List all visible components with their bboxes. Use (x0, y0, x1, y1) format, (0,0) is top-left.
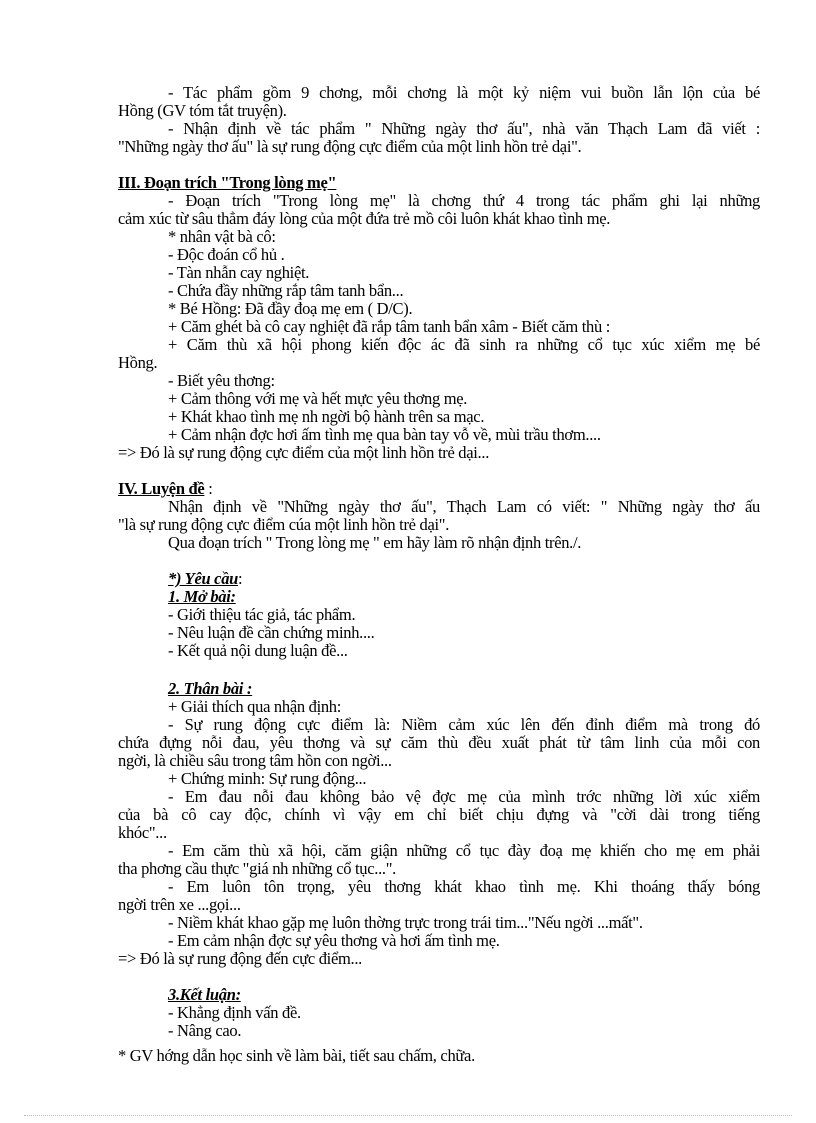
paragraph-line: - Em căm thù xã hội, căm giận những cổ tục đày đoạ mẹ khiến cho mẹ em phải (168, 841, 760, 860)
paragraph-line: - Niềm khát khao gặp mẹ luôn thờng trực trong trái tim..."Nếu ngời ...mất". (168, 913, 643, 932)
paragraph-line: tha phơng cầu thực "giá nh những cổ tục...". (118, 859, 396, 878)
paragraph-line: - Độc đoán cổ hủ . (168, 245, 285, 264)
paragraph-line: * nhân vật bà cô: (168, 227, 276, 246)
page-bottom-border (24, 1115, 792, 1116)
paragraph-line: Hồng (GV tóm tắt truyện). (118, 101, 287, 120)
teacher-note: * GV hớng dẫn học sinh về làm bài, tiết sau chấm, chữa. (118, 1046, 475, 1065)
paragraph-line: ngời, là chiều sâu trong tâm hồn con ngời... (118, 751, 392, 770)
requirements-heading-text: *) Yêu cầu (168, 569, 239, 588)
mo-bai-heading: 1. Mở bài: (168, 587, 236, 606)
paragraph-line: - Biết yêu thơng: (168, 371, 275, 390)
paragraph-line: - Em cảm nhận đợc sự yêu thơng và hơi ấm tình mẹ. (168, 931, 500, 950)
paragraph-line: - Giới thiệu tác giả, tác phẩm. (168, 605, 356, 624)
paragraph-line: - Chứa đầy những rắp tâm tanh bẩn... (168, 281, 404, 300)
document-page (118, 84, 760, 1065)
paragraph-line: "là sự rung động cực điểm cúa một linh hồn trẻ dại". (118, 515, 450, 534)
paragraph-line: + Căm thù xã hội phong kiến độc ác đã sinh ra những cổ tục xúc xiểm mẹ bé (168, 335, 760, 354)
paragraph-line: - Em đau nỗi đau không bảo vệ đợc mẹ của mình trớc những lời xúc xiểm (168, 787, 760, 806)
heading-suffix: : (204, 479, 213, 498)
paragraph-line: => Đó là sự rung động cực điểm của một linh hồn trẻ dại... (118, 443, 490, 462)
paragraph-line: + Cảm thông với mẹ và hết mực yêu thơng mẹ. (168, 389, 468, 408)
paragraph-line: - Kết quả nội dung luận đề... (168, 641, 348, 660)
paragraph-line: + Khát khao tình mẹ nh ngời bộ hành trên sa mạc. (168, 407, 485, 426)
paragraph-line: => Đó là sự rung động đến cực điểm... (118, 949, 362, 968)
paragraph-line: - Khẳng định vấn đề. (168, 1003, 301, 1022)
paragraph-line: cảm xúc từ sâu thẳm đáy lòng của một đứa trẻ mồ côi luôn khát khao tình mẹ. (118, 209, 611, 228)
paragraph-line: + Cảm nhận đợc hơi ấm tình mẹ qua bàn tay vỗ về, mùi trầu thơm.... (168, 425, 601, 444)
paragraph-line: chứa đựng nỗi đau, yêu thơng và sự căm thù đều xuất phát từ tâm linh của mỗi con (118, 733, 760, 752)
section-heading-iv (118, 480, 760, 498)
section-heading-iv-text: IV. Luyện đề (118, 479, 205, 498)
paragraph-line: ngời trên xe ...gọi... (118, 895, 241, 914)
paragraph-line: Hồng. (118, 353, 158, 372)
paragraph-line: + Giải thích qua nhận định: (168, 697, 342, 716)
heading-suffix: : (238, 569, 243, 588)
paragraph-line: Qua đoạn trích " Trong lòng mẹ " em hãy làm rõ nhận định trên./. (168, 533, 582, 552)
paragraph-line: * Bé Hồng: Đã đầy đoạ mẹ em ( D/C). (168, 299, 413, 318)
paragraph-line: - Đoạn trích "Trong lòng mẹ" là chơng thứ 4 trong tác phẩm ghi lại những (168, 191, 760, 210)
requirements-heading (118, 570, 760, 588)
section-heading-iii: III. Đoạn trích "Trong lòng mẹ" (118, 173, 337, 192)
paragraph-line: - Em luôn tôn trọng, yêu thơng khát khao tình mẹ. Khi thoáng thấy bóng (168, 877, 760, 896)
paragraph-line: - Tàn nhẫn cay nghiệt. (168, 263, 310, 282)
paragraph-line: + Chứng minh: Sự rung động... (168, 769, 367, 788)
paragraph-line: "Những ngày thơ ấu" là sự rung động cực điểm của một linh hồn trẻ dại". (118, 137, 582, 156)
than-bai-heading: 2. Thân bài : (168, 679, 253, 698)
paragraph-line: - Tác phẩm gồm 9 chơng, mỗi chơng là một kỷ niệm vui buồn lẫn lộn của bé (168, 83, 760, 102)
paragraph-line: - Sự rung động cực điểm là: Niềm cảm xúc lên đến đỉnh điểm mà trong đó (168, 715, 760, 734)
paragraph-line: Nhận định về "Những ngày thơ ấu", Thạch Lam có viết: " Những ngày thơ ấu (168, 497, 760, 516)
paragraph-line: của bà cô cay độc, chính vì vậy em chỉ biết chịu đựng và "cời dài trong tiếng (118, 805, 760, 824)
paragraph-line: khóc"... (118, 823, 167, 842)
paragraph-line: - Nhận định về tác phẩm " Những ngày thơ ấu", nhà văn Thạch Lam đã viết : (168, 119, 760, 138)
paragraph-line: - Nâng cao. (168, 1021, 242, 1040)
paragraph-line: - Nêu luận đề cần chứng minh.... (168, 623, 375, 642)
ket-luan-heading: 3.Kết luận: (168, 985, 241, 1004)
paragraph-line: + Căm ghét bà cô cay nghiệt đã rắp tâm tanh bẩn xâm - Biết căm thù : (168, 317, 611, 336)
